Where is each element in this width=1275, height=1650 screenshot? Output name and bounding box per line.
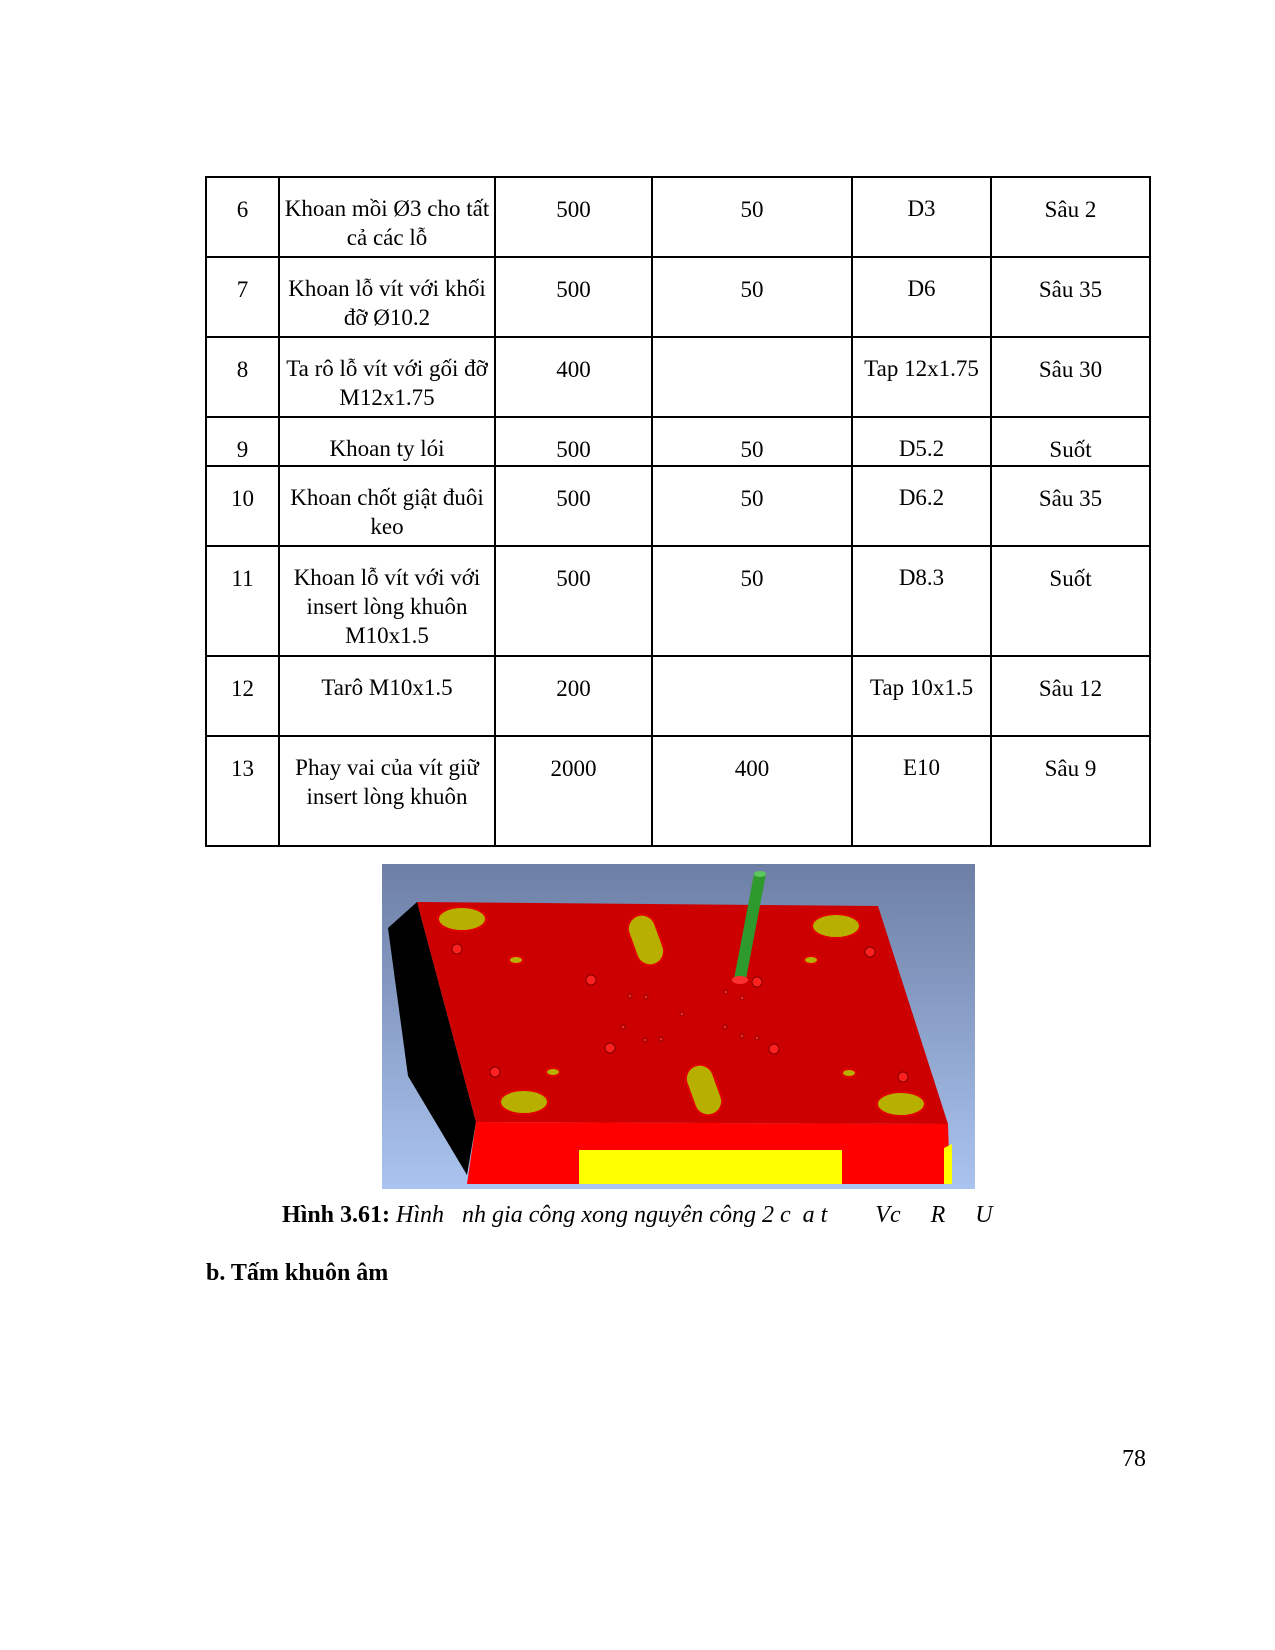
table-cell-tool: D8.3 xyxy=(852,546,991,656)
table-row xyxy=(206,257,1150,337)
table-row xyxy=(206,656,1150,736)
table-cell-op: Khoan chốt giật đuôi keo xyxy=(279,466,495,546)
table-cell-no: 6 xyxy=(206,177,279,257)
table-cell-n: 500 xyxy=(495,546,652,656)
table-cell-op: Phay vai của vít giữ insert lòng khuôn xyxy=(279,736,495,846)
table-cell-n: 200 xyxy=(495,656,652,736)
plate-base-yellow xyxy=(579,1150,842,1184)
table-cell-tool: Tap 10x1.5 xyxy=(852,656,991,736)
table-cell-op: Khoan ty lói xyxy=(279,417,495,466)
table-cell-f: 50 xyxy=(652,546,852,656)
table-cell-depth: Sâu 35 xyxy=(991,466,1150,546)
table-cell-depth: Sâu 9 xyxy=(991,736,1150,846)
figure-caption-label: Hình 3.61: xyxy=(282,1202,391,1228)
table-cell-depth: Suốt xyxy=(991,417,1150,466)
table-cell-tool: E10 xyxy=(852,736,991,846)
table-cell-op: Khoan mồi Ø3 cho tất cả các lỗ xyxy=(279,177,495,257)
table-row xyxy=(206,177,1150,257)
table-cell-f: 50 xyxy=(652,177,852,257)
table-cell-no: 12 xyxy=(206,656,279,736)
cutting-tool-tip xyxy=(732,976,748,984)
table-cell-depth: Sâu 2 xyxy=(991,177,1150,257)
table-cell-depth: Sâu 12 xyxy=(991,656,1150,736)
table-cell-n: 400 xyxy=(495,337,652,417)
page-number: 78 xyxy=(1122,1446,1146,1472)
table-cell-f: 400 xyxy=(652,736,852,846)
table-row xyxy=(206,466,1150,546)
table-cell-depth: Suốt xyxy=(991,546,1150,656)
table-cell-n: 500 xyxy=(495,466,652,546)
table-cell-tool: D6.2 xyxy=(852,466,991,546)
table-cell-f xyxy=(652,337,852,417)
table-cell-f: 50 xyxy=(652,466,852,546)
table-cell-depth: Sâu 35 xyxy=(991,257,1150,337)
table-cell-no: 9 xyxy=(206,417,279,466)
table-cell-n: 500 xyxy=(495,257,652,337)
table-cell-depth: Sâu 30 xyxy=(991,337,1150,417)
table-cell-no: 10 xyxy=(206,466,279,546)
table-cell-tool: D5.2 xyxy=(852,417,991,466)
machined-plate-figure xyxy=(382,864,975,1189)
table-cell-tool: D3 xyxy=(852,177,991,257)
table-row xyxy=(206,546,1150,656)
figure-caption xyxy=(282,1202,1182,1229)
table-cell-no: 11 xyxy=(206,546,279,656)
table-row xyxy=(206,337,1150,417)
table-row xyxy=(206,736,1150,846)
section-subheading: b. Tấm khuôn âm xyxy=(206,1260,389,1286)
table-cell-no: 8 xyxy=(206,337,279,417)
table-cell-op: Ta rô lỗ vít với gối đỡ M12x1.75 xyxy=(279,337,495,417)
cutting-tool-top xyxy=(754,871,766,877)
table-cell-tool: D6 xyxy=(852,257,991,337)
table-cell-n: 2000 xyxy=(495,736,652,846)
table-cell-op: Khoan lỗ vít với với insert lòng khuôn M10x1.5 xyxy=(279,546,495,656)
table-cell-f xyxy=(652,656,852,736)
figure-caption-text: Hình nh gia công xong nguyên công 2 c a t Vc R U xyxy=(390,1202,993,1228)
table-cell-no: 13 xyxy=(206,736,279,846)
operations-table-body xyxy=(206,177,1150,846)
operations-table xyxy=(205,176,1151,847)
table-cell-f: 50 xyxy=(652,417,852,466)
table-cell-no: 7 xyxy=(206,257,279,337)
table-cell-op: Khoan lỗ vít với khối đỡ Ø10.2 xyxy=(279,257,495,337)
plate-base-right xyxy=(944,1144,952,1184)
table-cell-tool: Tap 12x1.75 xyxy=(852,337,991,417)
table-row xyxy=(206,417,1150,466)
table-cell-n: 500 xyxy=(495,417,652,466)
table-cell-n: 500 xyxy=(495,177,652,257)
table-cell-f: 50 xyxy=(652,257,852,337)
table-cell-op: Tarô M10x1.5 xyxy=(279,656,495,736)
